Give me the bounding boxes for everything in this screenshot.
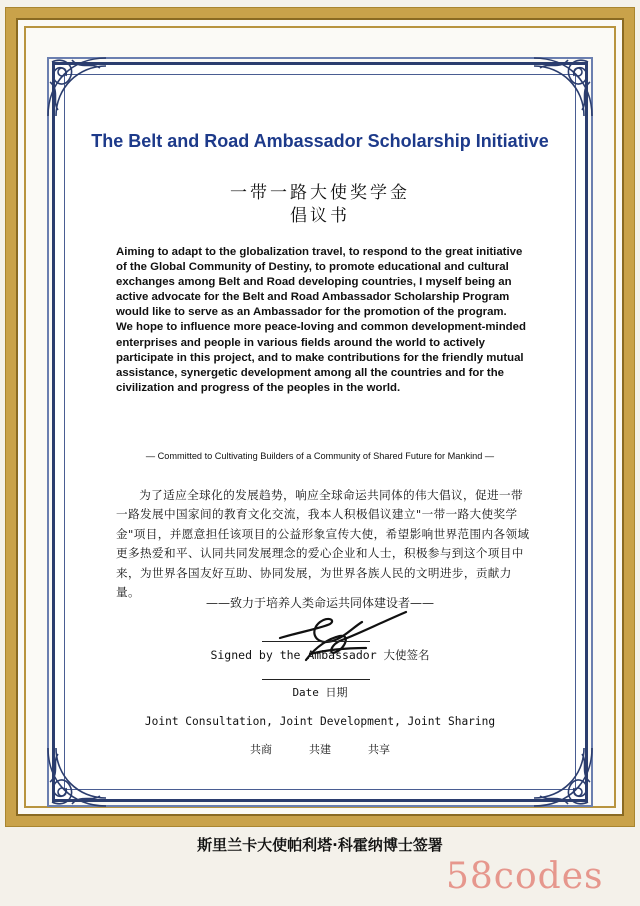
slogan-word: 共商 — [250, 743, 272, 756]
title-english: The Belt and Road Ambassador Scholarship Initiative — [91, 131, 549, 151]
signed-by-label: Signed by the Ambassador 大使签名 — [210, 648, 430, 662]
title-chinese-subtitle: 倡议书 — [290, 206, 350, 226]
watermark: 58codes — [446, 856, 604, 897]
motto-chinese: ——致力于培养人类命运共同体建设者—— — [205, 596, 434, 610]
title-chinese: 一带一路大使奖学金 — [230, 183, 410, 203]
ornament-corner-icon — [528, 742, 598, 812]
motto-english: — Committed to Cultivating Builders of a Community of Shared Future for Mankind — — [145, 451, 495, 461]
body-english: Aiming to adapt to the globalization travel, to respond to the great initiative of the Global Community of Destiny, to promote educational and cultural exchanges among Belt and Road developing countries, I myself being an active advocate for the Belt and Road Ambassador Scholarship Program would like to serve as an Ambassador for the promotion of the program. We hope to influence more peace-loving and common development-minded enterprises and people in various fields around the world to actively participate in this project, and to make contributions for the friendly mutual assistance, synergetic development among all the countries and for the civilization and progress of the peoples in the world. — [116, 246, 526, 394]
date-line — [262, 679, 370, 680]
joint-slogan-chinese — [210, 741, 430, 757]
signature-line — [262, 641, 370, 642]
date-label: Date 日期 — [292, 686, 348, 699]
ornament-corner-icon — [42, 52, 112, 122]
joint-slogan-english: Joint Consultation, Joint Development, Joint Sharing — [144, 715, 496, 728]
footer-caption: 斯里兰卡大使帕利塔·科霍纳博士签署 — [197, 836, 443, 854]
slogan-word: 共建 — [309, 743, 331, 756]
slogan-word: 共享 — [368, 743, 390, 756]
ornament-corner-icon — [528, 52, 598, 122]
body-chinese: 为了适应全球化的发展趋势，响应全球命运共同体的伟大倡议，促进一带一路发展中国家间的教育文化交流，我本人积极倡议建立"一带一路大使奖学金"项目，并愿意担任该项目的公益形象宣传大使，希望影响世界范围内各领域更多热爱和平、认同共同发展理念的爱心企业和人士，积极参与到这个项目中来，为世界各国友好互助、协同发展，为世界各族人民的文明进步，贡献力量。 — [116, 488, 530, 600]
ornament-corner-icon — [42, 742, 112, 812]
